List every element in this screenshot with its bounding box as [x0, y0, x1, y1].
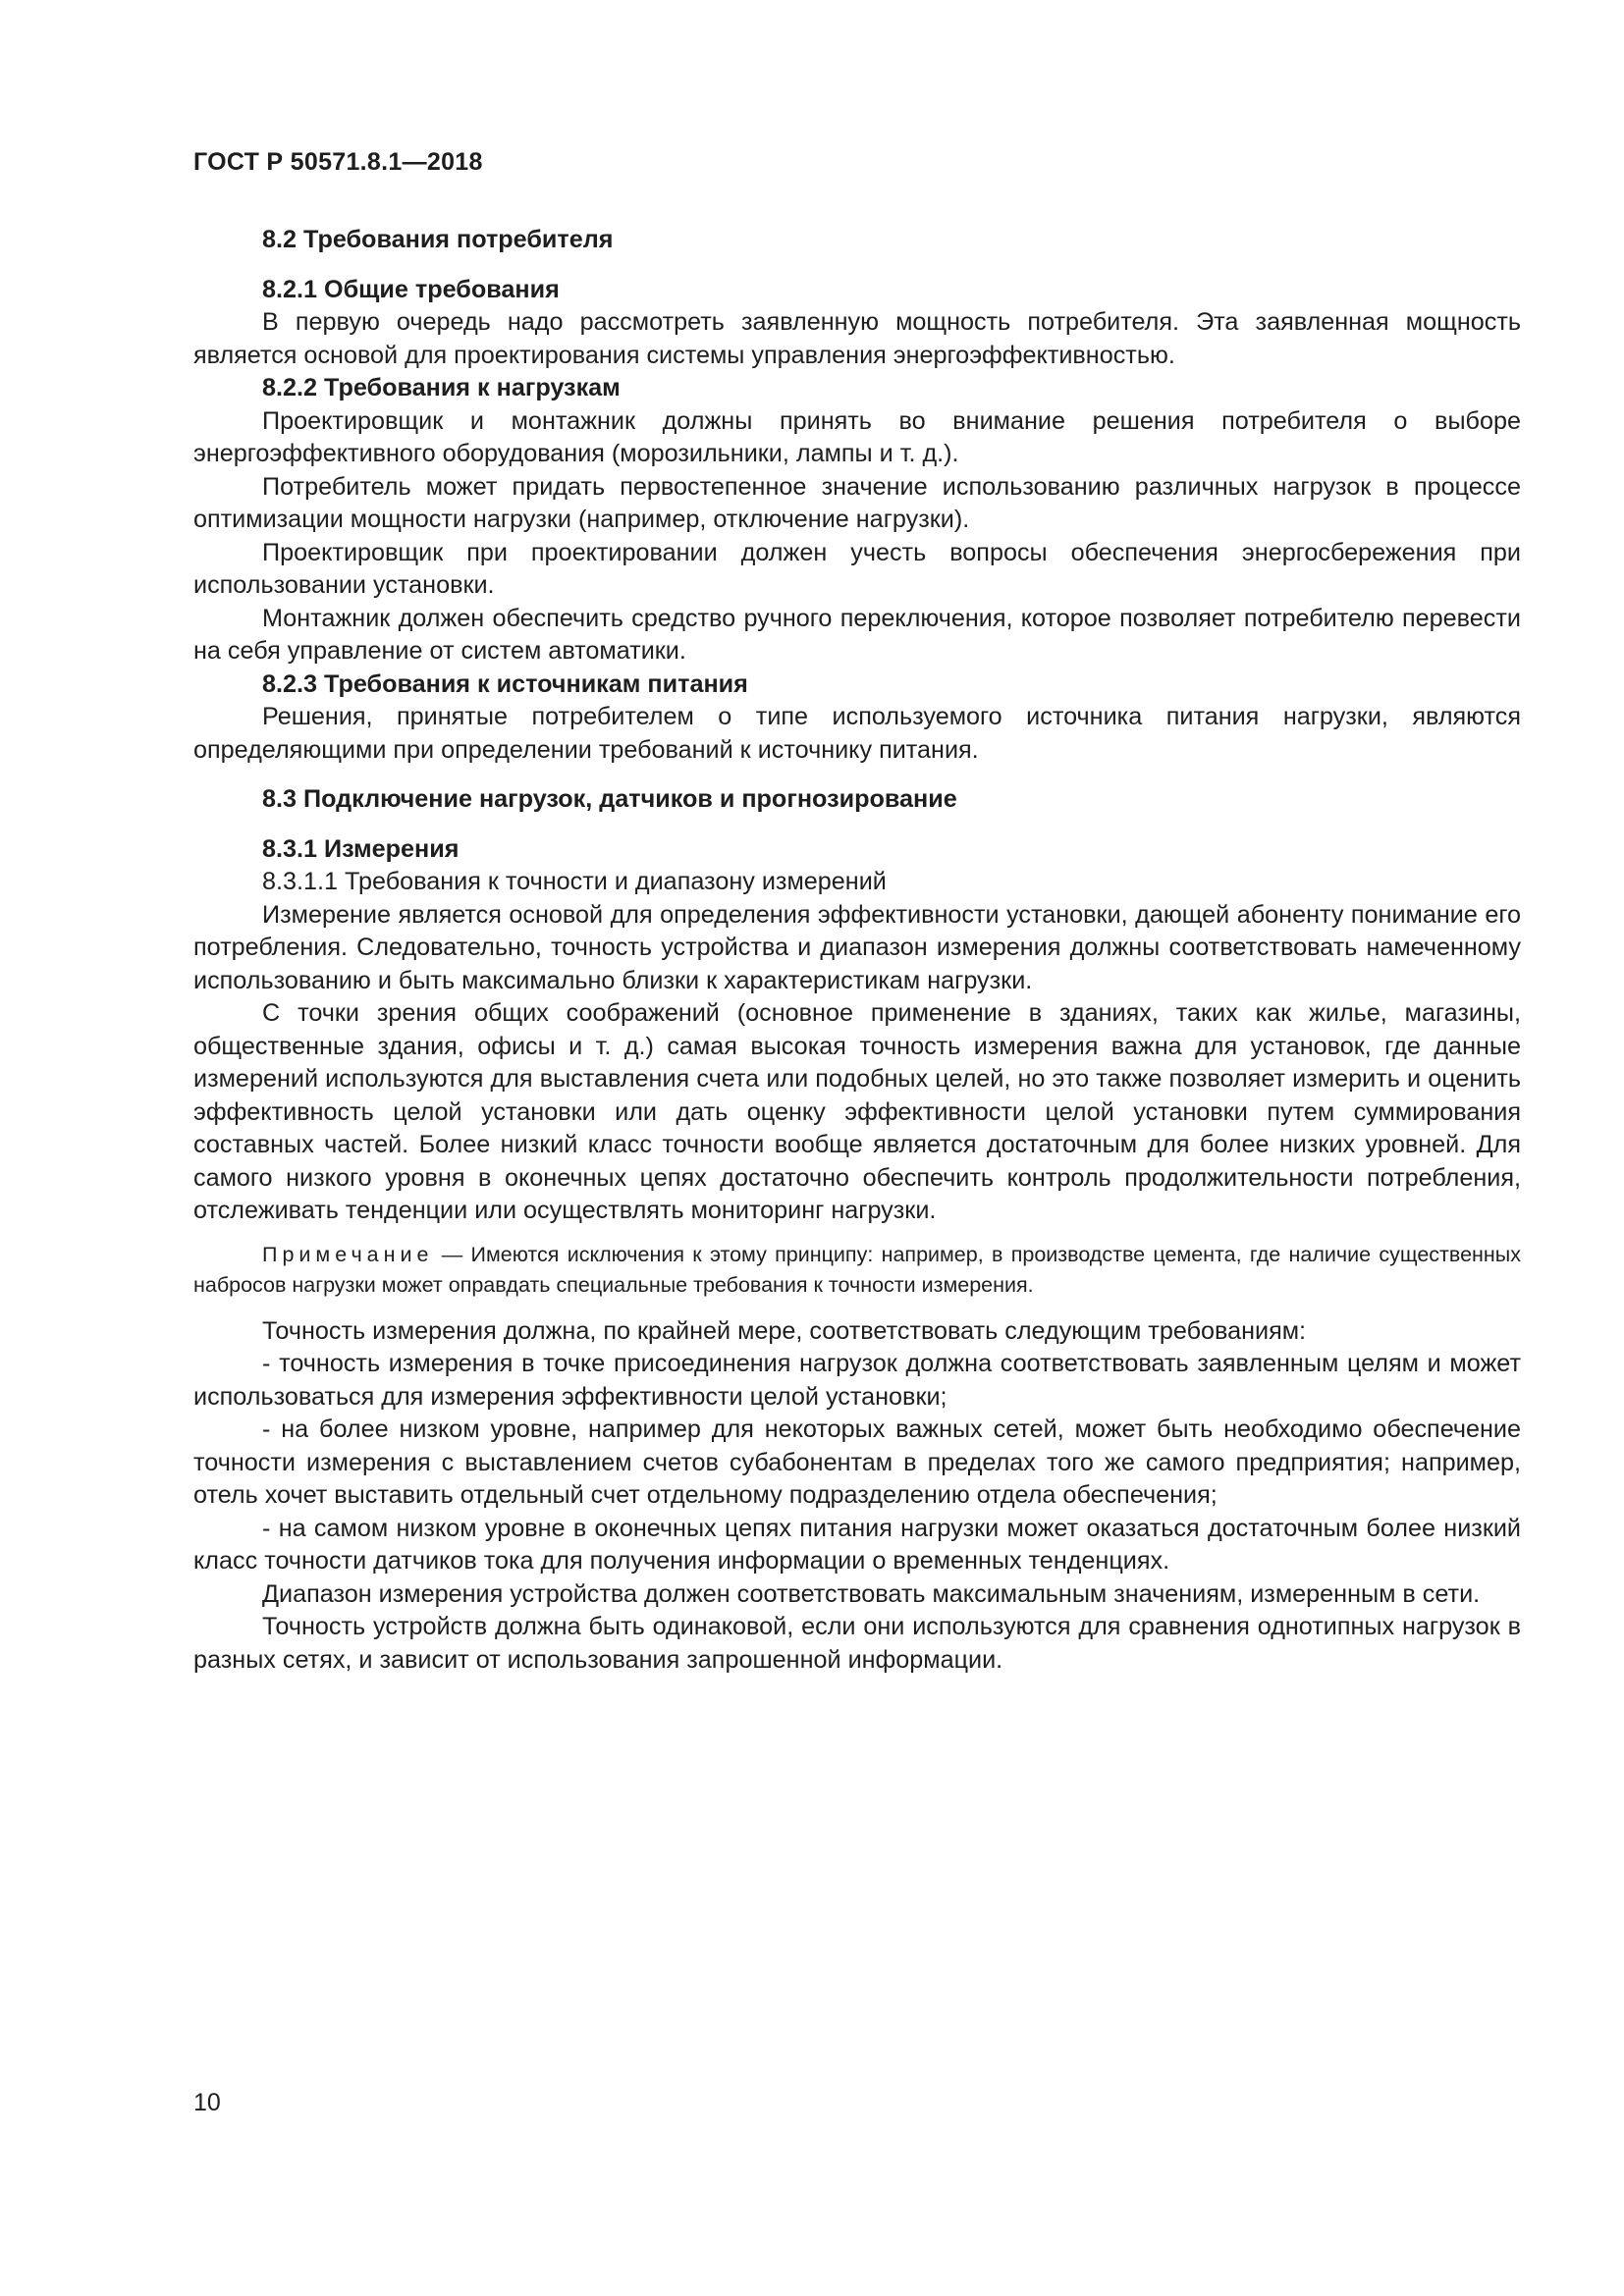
paragraph: Монтажник должен обеспечить средство ручного переключения, которое позволяет потребителю перевести на себя управление от систем автоматики.: [193, 604, 1521, 665]
list-item: - точность измерения в точке присоединения нагрузок должна соответствовать заявленным целям и может использоваться для измерения эффективности целой установки;: [193, 1350, 1521, 1411]
paragraph: Точность измерения должна, по крайней мере, соответствовать следующим требованиям:: [262, 1316, 1307, 1345]
note-text: — Имеются исключения к этому принципу: например, в производстве цемента, где наличие существенных набросов нагрузки может оправдать специальные требования к точности измерения.: [193, 1242, 1521, 1297]
paragraph: Диапазон измерения устройства должен соответствовать максимальным значениям, измеренным в сети.: [262, 1579, 1481, 1608]
paragraph: Измерение является основой для определения эффективности установки, дающей абоненту понимание его потребления. Следовательно, точность устройства и диапазон измерения должны соответствовать намеченному использованию и быть максимально близки к характеристикам нагрузки.: [193, 900, 1521, 994]
document-body: [193, 224, 1521, 1677]
section-8-2-2-heading: 8.2.2 Требования к нагрузкам: [262, 374, 621, 401]
subsection-8-3-1-1-heading: 8.3.1.1 Требования к точности и диапазону измерений: [262, 868, 887, 895]
section-8-2-1-heading: 8.2.1 Общие требования: [262, 275, 560, 303]
note-block: [193, 1240, 1521, 1301]
section-8-3-heading: 8.3 Подключение нагрузок, датчиков и прогнозирование: [262, 785, 957, 813]
paragraph: С точки зрения общих соображений (основное применение в зданиях, таких как жилье, магазины, общественные здания, офисы и т. д.) самая высокая точность измерения важна для установок, где данные измерений используются для выставления счета или подобных целей, но это также позволяет измерить и оценить эффективность целой установки или дать оценку эффективности целой установки путем суммирования составных частей. Более низкий класс точности вообще является достаточным для более низких уровней. Для самого низкого уровня в оконечных цепях достаточно обеспечить контроль продолжительности потребления, отслеживать тенденции или осуществлять мониторинг нагрузки.: [193, 999, 1521, 1224]
paragraph: Проектировщик и монтажник должны принять во внимание решения потребителя о выборе энергоэффективного оборудования (морозильники, лампы и т. д.).: [193, 406, 1521, 467]
note-label: Примечание: [262, 1242, 434, 1266]
paragraph: Потребитель может придать первостепенное значение использованию различных нагрузок в процессе оптимизации мощности нагрузки (например, отключение нагрузки).: [193, 472, 1521, 533]
paragraph: Проектировщик при проектировании должен учесть вопросы обеспечения энергосбережения при использовании установки.: [193, 538, 1521, 599]
paragraph: В первую очередь надо рассмотреть заявленную мощность потребителя. Эта заявленная мощность является основой для проектирования системы управления энергоэффективностью.: [193, 308, 1521, 369]
section-8-2-heading: 8.2 Требования потребителя: [262, 226, 614, 253]
list-item: - на более низком уровне, например для некоторых важных сетей, может быть необходимо обеспечение точности измерения с выставлением счетов субабонентам в пределах того же самого предприятия; например, отель хочет выставить отдельный счет отдельному подразделению отдела обеспечения;: [193, 1415, 1521, 1509]
paragraph: Решения, принятые потребителем о типе используемого источника питания нагрузки, являются определяющими при определении требований к источнику питания.: [193, 703, 1521, 764]
section-8-3-1-heading: 8.3.1 Измерения: [262, 834, 460, 863]
page-number: 10: [193, 2089, 221, 2116]
section-8-2-3-heading: 8.2.3 Требования к источникам питания: [262, 669, 748, 698]
paragraph: Точность устройств должна быть одинаковой, если они используются для сравнения однотипных нагрузок в разных сетях, и зависит от использования запрошенной информации.: [193, 1613, 1521, 1674]
standard-designation: ГОСТ Р 50571.8.1—2018: [193, 148, 483, 176]
list-item: - на самом низком уровне в оконечных цепях питания нагрузки может оказаться достаточным более низкий класс точности датчиков тока для получения информации о временных тенденциях.: [193, 1514, 1521, 1575]
